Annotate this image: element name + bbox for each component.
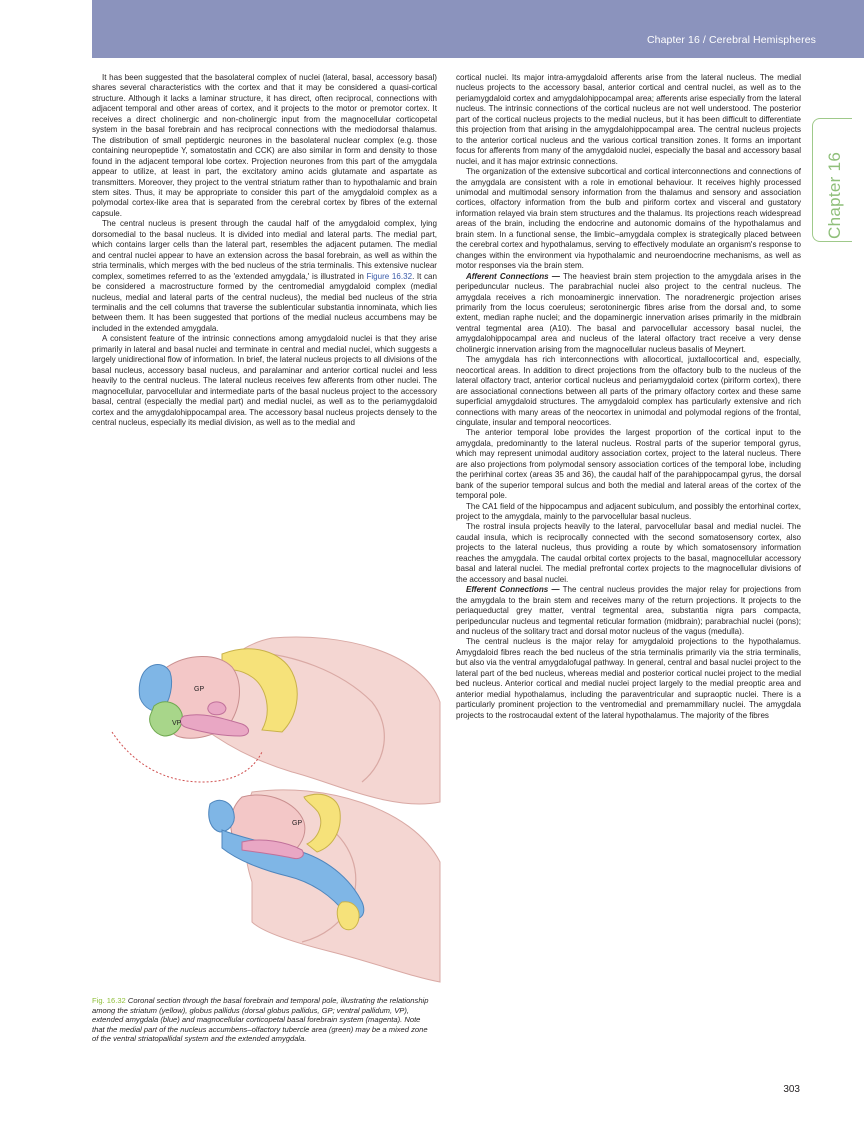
run-in-heading: Afferent Connections —: [466, 271, 560, 281]
running-title: Chapter 16 / Cerebral Hemispheres: [646, 34, 816, 46]
gp-label-lower: GP: [292, 820, 303, 827]
paragraph: It has been suggested that the basolateral complex of nuclei (lateral, basal, accessory basal) shares several characteristics with the cortex and that it may be considered a quasi-cortical structure. Although it lacks a laminar structure, it has direct, often reciprocal, connections with adjacent temporal and other areas of cortex, and it projects to the motor or premotor cortex. It receives a direct cholinergic and non-cholinergic input from the magnocellular corticopetal system in the basal forebrain and has reciprocal connections with the mediodorsal thalamus. The distribution of small peptidergic neurones in the basolateral nuclear complex (e.g. those containing neuropeptide Y, somatostatin and CCK) are also similar in form and density to those found in the adjacent temporal lobe cortex. Projection neurones from this part of the amygdala appear to utilize, at least in part, the excitatory amino acids glutamate and aspartate as transmitters. Moreover, they project to the ventral striatum rather than to hypothalamic and brain stem sites. Thus, it may be appropriate to consider this part of the amygdaloid complex as a polymodal cortex-like area that is separated from the cerebral cortex by fibres of the external capsule.: [92, 73, 437, 218]
figure-illustration: [92, 632, 442, 992]
extended-amygdala-region-lower: [209, 800, 235, 832]
paragraph: cortical nuclei. Its major intra-amygdaloid afferents arise from the lateral nucleus. The medial nucleus projects to the accessory basal, anterior cortical and central nuclei, as well as to the periamygdaloid cortex and amygdalohippocampal area; afferents arise especially from the lateral nucleus. The intrinsic connections of the cortical nucleus are not well understood. The posterior part of the cortical nucleus projects to the medial nucleus, but it has been difficult to differentiate this projection from that arising in the amygdalohippocampal area. The central nucleus projects to the anterior cortical nucleus and the various cortical transition zones. It forms an important focus for afferents from many of the amygdaloid nuclei, especially the basal and accessory basal nuclei, and it has major extrinsic connections.: [456, 73, 801, 166]
coronal-section-diagram: [92, 632, 442, 992]
lower-section: [209, 790, 440, 982]
paragraph: The rostral insula projects heavily to the lateral, parvocellular basal and medial nuclei. The caudal insula, which is reciprocally connected with the second somatosensory cortex, also projects to the lateral nucleus, thus providing a route by which somatosensory information reaches the amygdala. The caudal orbital cortex projects to the basal, magnocellular accessory basal and lateral nuclei. The medial prefrontal cortex projects to the magnocellular divisions of the accessory and basal nuclei.: [456, 522, 801, 584]
chapter-tab: [812, 118, 852, 242]
right-column: [456, 73, 801, 721]
striatum-tail-lower: [337, 902, 359, 930]
magnocellular-blob: [208, 702, 226, 715]
figure-reference-link[interactable]: Figure 16.32: [366, 271, 413, 281]
paragraph: The central nucleus is present through the caudal half of the amygdaloid complex, lying dorsomedial to the basal nucleus. It is divided into medial and lateral parts. The medial part, which contains larger cells than the lateral part, resembles the adjacent putamen. The medial and central nuclei appear to have an extension across the basal forebrain, as well as within the stria terminalis, which merges with the bed nucleus of the stria terminalis. This extensive nuclear complex, sometimes referred to as the 'extended amygdala,' is illustrated in Figure 16.32. It can be considered a macrostructure formed by the centromedial amygdaloid complex (medial nucleus, medial and lateral parts of the central nucleus), the medial bed nucleus of the stria terminalis and the cell columns that traverse the sublenticular substantia innominata, which lies between them. It has been suggested that portions of the medial nucleus accumbens may be included in the extended amygdala.: [92, 219, 438, 333]
figure-label: Fig. 16.32: [92, 996, 126, 1005]
chapter-tab-label: Chapter 16: [825, 151, 844, 239]
paragraph: The central nucleus is the major relay for amygdaloid projections to the hypothalamus. Amygdaloid fibres reach the bed nucleus of the stria terminalis primarily via the stria terminalis, but also via the ventral amygdalofugal pathway. In general, central and basal nuclei project to the lateral part of the bed nucleus, whereas medial and posterior cortical nuclei project to the medial bed nucleus. Anterior cortical and medial nuclei project largely to the medial preoptic area and anterior medial hypothalamus, including the paraventricular and supraoptic nuclei. There is a particularly prominent projection to the ventromedial and premammillary nuclei. The amygdala projects to the rostrocaudal extent of the lateral hypothalamus. The majority of the fibres: [456, 637, 801, 720]
run-in-heading: Efferent Connections —: [466, 585, 560, 595]
paragraph: A consistent feature of the intrinsic connections among amygdaloid nuclei is that they arise primarily in lateral and basal nuclei and terminate in central and medial nuclei, which suggests a largely unidirectional flow of information. In brief, the lateral nucleus projects to all divisions of the basal nucleus, accessory basal nucleus, and paralaminar and anterior cortical nuclei and less heavily to the central nucleus. The lateral nucleus receives few afferents from other nuclei. The magnocellular, parvocellular and intermediate parts of the basal nucleus project to the accessory basal, central (especially the medial part) and medial nuclei, as well as to the periamygdaloid cortex and the amygdalohippocampal area. The accessory basal nucleus projects densely to the central nucleus, especially its medial division, as well as to the medial and: [92, 334, 437, 427]
header-band: [92, 0, 864, 58]
page-number: 303: [783, 1084, 800, 1095]
paragraph: The amygdala has rich interconnections with allocortical, juxtallocortical and, especially, neocortical areas. In addition to direct projections from the olfactory bulb to the nucleus of the lateral olfactory tract, anterior cortical nucleus and periamygdaloid cortex (piriform cortex), there are associational connections between all parts of the primary olfactory cortex and these same superficial amygdaloid structures. The amygdaloid complex has particularly extensive and rich connections with many areas of the neocortex in unimodal and polymodal regions of the frontal, cingulate, insular and temporal neocortices.: [456, 355, 801, 427]
paragraph: Afferent Connections — The heaviest brain stem projection to the amygdala arises in the peripeduncular nucleus. The parabrachial nuclei also project to the central nucleus. The amygdala receives a rich monoaminergic innervation. The noradrenergic projection arises primarily from the locus coeruleus; serotoninergic fibres arise from the dorsal and, to some extent, median raphe nuclei; and the dopaminergic innervation arises primarily in the midbrain ventral tegmental area (A10). The basal and parvocellular accessory basal nuclei, the amygdalohippocampal area and nucleus of the lateral olfactory tract receive a very dense cholinergic innervation arising from the magnocellular nucleus basalis of Meynert.: [456, 271, 802, 354]
paragraph: The anterior temporal lobe provides the largest proportion of the cortical input to the amygdala, predominantly to the lateral nucleus. Rostral parts of the superior temporal gyrus, which may represent unimodal auditory association cortex, project to the lateral nucleus. There are also projections from polymodal sensory association cortices of the temporal lobe, including the perirhinal cortex (areas 35 and 36), the caudal half of the parahippocampal gyrus, the dorsal bank of the superior temporal sulcus and both the medial and lateral areas of the cortex of the temporal pole.: [456, 428, 801, 501]
figure-caption-text: Coronal section through the basal forebrain and temporal pole, illustrating the relationship among the striatum (yellow), globus pallidus (dorsal globus pallidus, GP; ventral pallidum, VP), extended amygdala (blue) and magnocellular corticopetal basal forebrain system (magenta). Note that the medial part of the nucleus accumbens–olfactory tubercle area (green) may be a mixed zone of the ventral striatopallidal system and the extended amygdala.: [92, 996, 429, 1044]
accumbens-region: [150, 702, 183, 736]
figure-caption: [92, 996, 432, 1044]
vp-label: VP: [172, 720, 182, 727]
left-column: [92, 73, 437, 428]
paragraph: Efferent Connections — The central nucleus provides the major relay for projections from the amygdala to the brain stem and receives many of the return projections. It projects to the periaqueductal grey matter, ventral tegmental area, substantia nigra pars compacta, peripeduncular nucleus and tegmental reticular formation (midbrain); parabrachial nuclei (pons); and nucleus of the solitary tract and dorsal motor nucleus of the vagus (medulla).: [456, 585, 801, 637]
paragraph: The organization of the extensive subcortical and cortical interconnections and connections of the amygdala are consistent with a role in emotional behaviour. It receives highly processed unimodal and multimodal sensory information from the thalamus and sensory and association cortices, olfactory information from the bulb and piriform cortex and visceral and gustatory information relayed via brain stem structures and the thalamus. Its projections reach widespread areas of the brain, including the endocrine and autonomic domains of the hypothalamus and brain stem. In a functional sense, the limbic–amygdala complex is strategically placed between the cerebral cortex and hypothalamus, serving to effectively modulate an organism's response to changes within the environment via hypothalamic and neuroendocrine mechanisms, as well as motor responses via the brain stem.: [456, 167, 801, 271]
paragraph: The CA1 field of the hippocampus and adjacent subiculum, and possibly the entorhinal cortex, project to the amygdala, mainly to the parvocellular basal nucleus.: [456, 501, 801, 522]
upper-section: [112, 637, 440, 804]
gp-label-upper: GP: [194, 686, 205, 693]
